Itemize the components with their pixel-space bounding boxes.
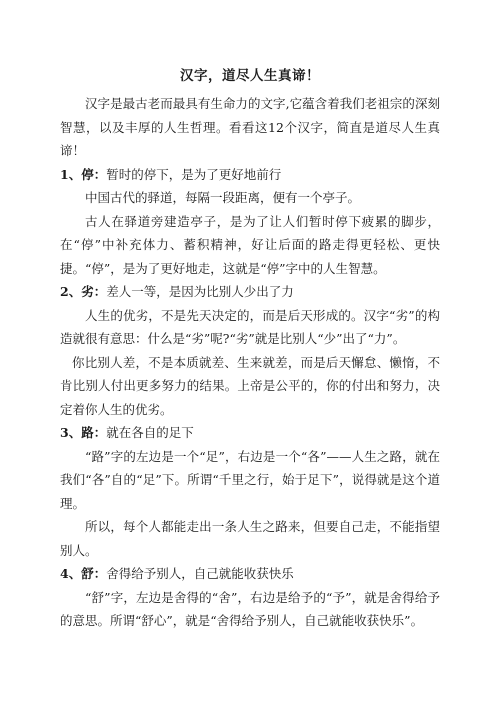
section-heading-1 — [60, 163, 440, 187]
section-heading-4 — [60, 562, 440, 586]
section-summary: 差人一等，是因为比别人少出了力 — [106, 284, 294, 299]
section-summary: 就在各自的足下 — [106, 425, 194, 440]
section-label: 4、舒： — [60, 566, 107, 581]
section-heading-3 — [60, 421, 440, 445]
document-title: 汉字，道尽人生真谛！ — [180, 68, 320, 84]
intro-paragraph: 汉字是最古老而最具有生命力的文字,它蕴含着我们老祖宗的深刻智慧，以及丰厚的人生哲理。看看这12个汉字，简直是道尽人生真谛！ — [60, 96, 440, 158]
section-2-paragraph-1: 人生的优劣，不是先天决定的，而是后天形成的。汉字“劣”的构造就很有意思：什么是“劣”呢?“劣”就是比别人“少”出了“力”。 — [60, 307, 440, 346]
section-summary: 暂时的停下，是为了更好地前行 — [106, 166, 282, 182]
section-1-paragraph-1: 中国古代的驿道，每隔一段距离，便有一个亭子。 — [85, 190, 361, 205]
section-1-paragraph-2: 古人在驿道旁建造亭子，是为了让人们暂时停下疲累的脚步，在“停”中补充体力、蓄积精神，好让后面的路走得更轻松、更快捷。“停”，是为了更好地走，这就是“停”字中的人生智慧。 — [60, 213, 440, 276]
section-label: 1、停： — [60, 166, 107, 182]
section-summary: 舍得给予别人，自己就能收获快乐 — [106, 566, 294, 581]
section-4-paragraph-1: “舒”字，左边是舍得的“舍”，右边是给予的“予”，就是舍得给予的意思。所谓“舒心”，就是“舍得给予别人，自己就能收获快乐”。 — [60, 589, 440, 628]
section-heading-2 — [60, 280, 440, 304]
section-label: 2、劣： — [60, 284, 107, 299]
section-label: 3、路： — [60, 425, 107, 440]
section-2-paragraph-2: 你比别人差，不是本质就差、生来就差，而是后天懈怠、懒惰，不肯比别人付出更多努力的结果。上帝是公平的，你的付出和努力，决定着你人生的优劣。 — [60, 354, 440, 417]
section-3-paragraph-2: 所以，每个人都能走出一条人生之路来，但要自己走，不能指望别人。 — [60, 519, 440, 558]
section-3-paragraph-1: “路”字的左边是一个“足”，右边是一个“各”——人生之路，就在我们“各”自的“足”下。所谓“千里之行，始于足下”，说得就是这个道理。 — [60, 448, 440, 511]
document-body — [60, 66, 440, 633]
